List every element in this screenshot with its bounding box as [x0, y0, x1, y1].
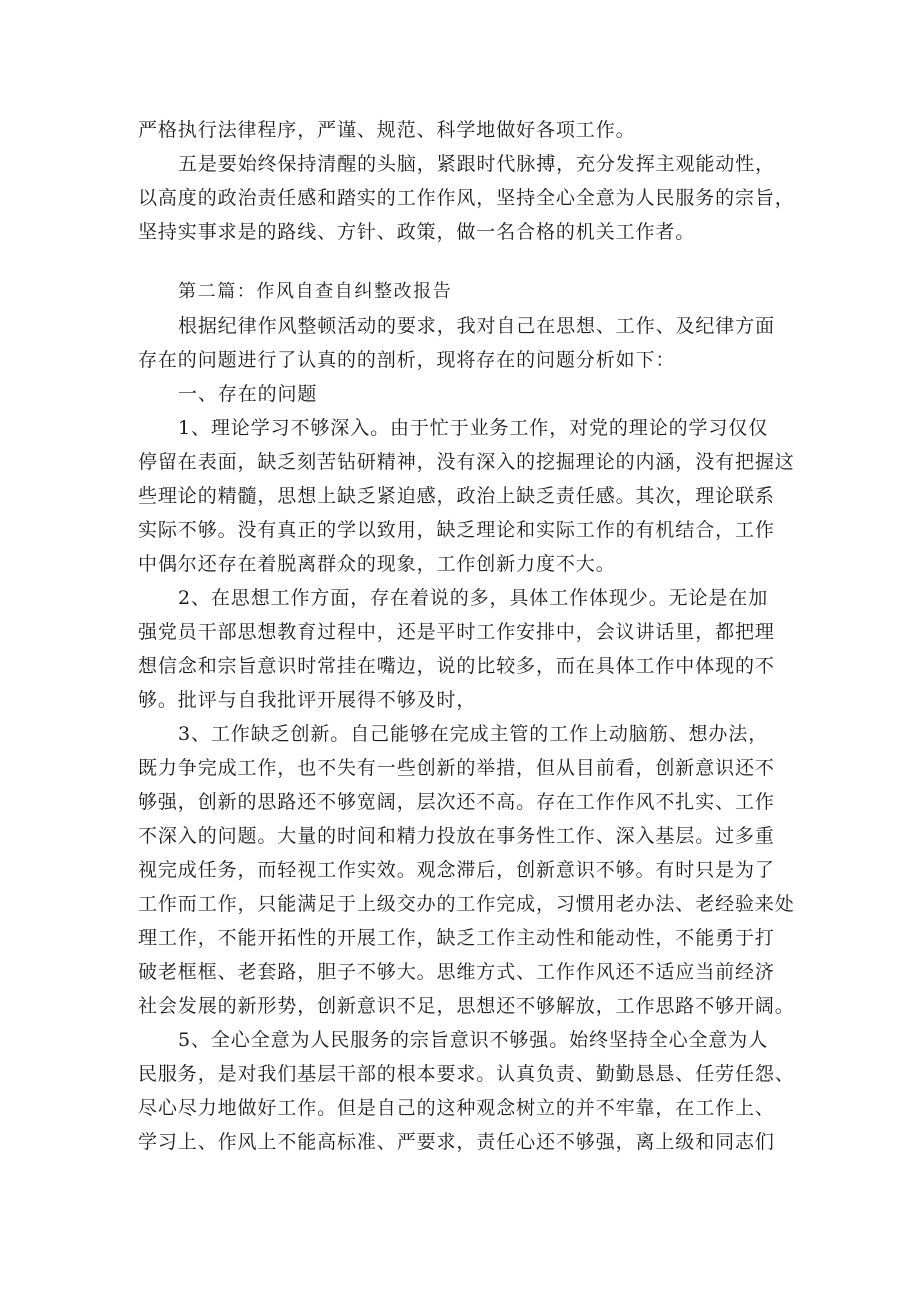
- paragraph-line: 坚持实事求是的路线、方针、政策，做一名合格的机关工作者。: [138, 221, 696, 243]
- paragraph-line: 存在的问题进行了认真的的剖析，现将存在的问题分析如下：: [138, 349, 676, 371]
- paragraph-line: 够。批评与自我批评开展得不够及时，: [138, 689, 477, 711]
- paragraph-line: 严格执行法律程序，严谨、规范、科学地做好各项工作。: [138, 119, 636, 141]
- paragraph-line: 五是要始终保持清醒的头脑，紧跟时代脉搏，充分发挥主观能动性，: [178, 153, 776, 175]
- paragraph-line: 5、全心全意为人民服务的宗旨意识不够强。始终坚持全心全意为人: [178, 1029, 769, 1051]
- paragraph-line: 民服务，是对我们基层干部的根本要求。认真负责、勤勤恳恳、任劳任怨、: [138, 1063, 795, 1085]
- paragraph-line: 尽心尽力地做好工作。但是自己的这种观念树立的并不牢靠，在工作上、: [138, 1097, 775, 1119]
- subheading: 一、存在的问题: [178, 383, 318, 405]
- paragraph-line: 1、理论学习不够深入。由于忙于业务工作，对党的理论的学习仅仅: [178, 417, 769, 439]
- paragraph-line: 3、工作缺乏创新。自己能够在完成主管的工作上动脑筋、想办法，: [178, 723, 769, 745]
- paragraph-line: 强党员干部思想教育过程中，还是平时工作安排中，会议讲话里，都把理: [138, 621, 775, 643]
- paragraph-line: 想信念和宗旨意识时常挂在嘴边，说的比较多，而在具体工作中体现的不: [138, 655, 775, 677]
- paragraph-line: 视完成任务，而轻视工作实效。观念滞后，创新意识不够。有时只是为了: [138, 859, 775, 881]
- paragraph-line: 社会发展的新形势，创新意识不足，思想还不够解放，工作思路不够开阔。: [138, 995, 795, 1017]
- section-gap: [138, 249, 798, 275]
- paragraph-line: 够强，创新的思路还不够宽阔，层次还不高。存在工作作风不扎实、工作: [138, 791, 775, 813]
- paragraph-line: 2、在思想工作方面，存在着说的多，具体工作体现少。无论是在加: [178, 587, 769, 609]
- paragraph-line: 中偶尔还存在着脱离群众的现象，工作创新力度不大。: [138, 553, 616, 575]
- paragraph-line: 学习上、作风上不能高标准、严要求，责任心还不够强，离上级和同志们: [138, 1131, 775, 1153]
- document-page: [138, 113, 798, 1159]
- paragraph-line: 理工作，不能开拓性的开展工作，缺乏工作主动性和能动性，不能勇于打: [138, 927, 775, 949]
- paragraph-line: 破老框框、老套路，胆子不够大。思维方式、工作作风还不适应当前经济: [138, 961, 775, 983]
- paragraph-line: 工作而工作，只能满足于上级交办的工作完成，习惯用老办法、老经验来处: [138, 893, 795, 915]
- paragraph-line: 实际不够。没有真正的学以致用，缺乏理论和实际工作的有机结合，工作: [138, 519, 775, 541]
- paragraph-line: 些理论的精髓，思想上缺乏紧迫感，政治上缺乏责任感。其次，理论联系: [138, 485, 775, 507]
- paragraph-line: 以高度的政治责任感和踏实的工作作风，坚持全心全意为人民服务的宗旨，: [138, 187, 795, 209]
- paragraph-line: 根据纪律作风整顿活动的要求，我对自己在思想、工作、及纪律方面: [178, 315, 776, 337]
- paragraph-line: 不深入的问题。大量的时间和精力投放在事务性工作、深入基层。过多重: [138, 825, 775, 847]
- section-title: 第二篇：作风自查自纠整改报告: [178, 281, 453, 302]
- paragraph-line: 既力争完成工作，也不失有一些创新的举措，但从目前看，创新意识还不: [138, 757, 775, 779]
- paragraph-line: 停留在表面，缺乏刻苦钻研精神，没有深入的挖掘理论的内涵，没有把握这: [138, 451, 795, 473]
